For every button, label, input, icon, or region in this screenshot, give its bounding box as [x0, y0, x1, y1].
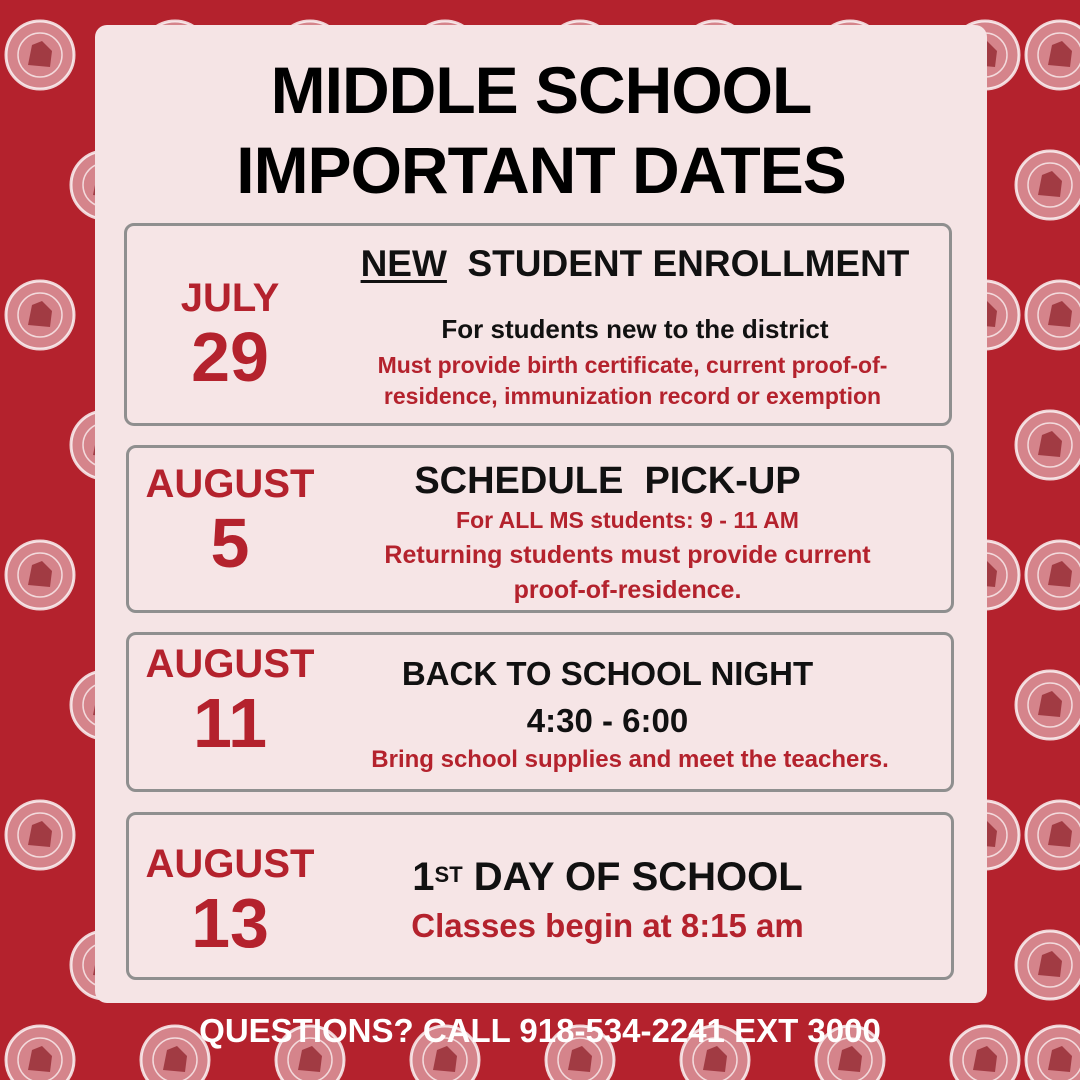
- event-subheading: For students new to the district: [441, 314, 829, 344]
- event-day: 13: [191, 884, 269, 962]
- school-seal: [1026, 541, 1080, 609]
- school-seal: [6, 541, 74, 609]
- event-date: [130, 276, 330, 394]
- school-seal: [1016, 151, 1080, 219]
- event-month: AUGUST: [145, 462, 315, 506]
- heading-rest: STUDENT ENROLLMENT: [467, 243, 910, 284]
- contact-footer: QUESTIONS? CALL 918-534-2241 EXT 3000: [199, 1012, 881, 1049]
- school-seal: [1016, 671, 1080, 739]
- heading-new: NEW: [360, 243, 447, 284]
- event-heading: [330, 242, 940, 286]
- school-seal: [1016, 931, 1080, 999]
- event-heading: BACK TO SCHOOL NIGHT: [401, 655, 814, 692]
- event-day: 11: [193, 684, 267, 762]
- event-heading: [300, 853, 915, 901]
- event-month: AUGUST: [145, 842, 315, 886]
- title-line-2: IMPORTANT DATES: [236, 133, 846, 207]
- title-line-1: MIDDLE SCHOOL: [270, 53, 812, 127]
- event-detail: Returning students must provide current: [384, 541, 871, 569]
- event-month: AUGUST: [145, 642, 315, 686]
- event-day: 5: [210, 504, 250, 582]
- event-heading: SCHEDULE PICK-UP: [414, 460, 801, 502]
- event-time: 4:30 - 6:00: [526, 702, 689, 739]
- event-month: JULY: [180, 276, 280, 320]
- school-seal: [1016, 411, 1080, 479]
- school-seal: [1026, 801, 1080, 869]
- event-detail: Bring school supplies and meet the teachers.: [371, 746, 889, 773]
- event-day: 29: [191, 318, 269, 396]
- heading-superscript: ST: [434, 862, 463, 887]
- page-title: [95, 50, 987, 210]
- school-seal: [6, 281, 74, 349]
- school-seal: [6, 21, 74, 89]
- event-detail: Must provide birth certificate, current proof-of-: [377, 352, 888, 378]
- school-seal: [1026, 21, 1080, 89]
- event-detail: residence, immunization record or exemption: [383, 383, 882, 409]
- school-seal: [6, 801, 74, 869]
- school-seal: [1026, 281, 1080, 349]
- heading-rest: DAY OF SCHOOL: [462, 855, 803, 899]
- event-detail: proof-of-residence.: [513, 576, 742, 604]
- event-detail: For ALL MS students: 9 - 11 AM: [456, 507, 799, 533]
- event-detail: Classes begin at 8:15 am: [411, 907, 804, 944]
- heading-number: 1: [412, 855, 435, 899]
